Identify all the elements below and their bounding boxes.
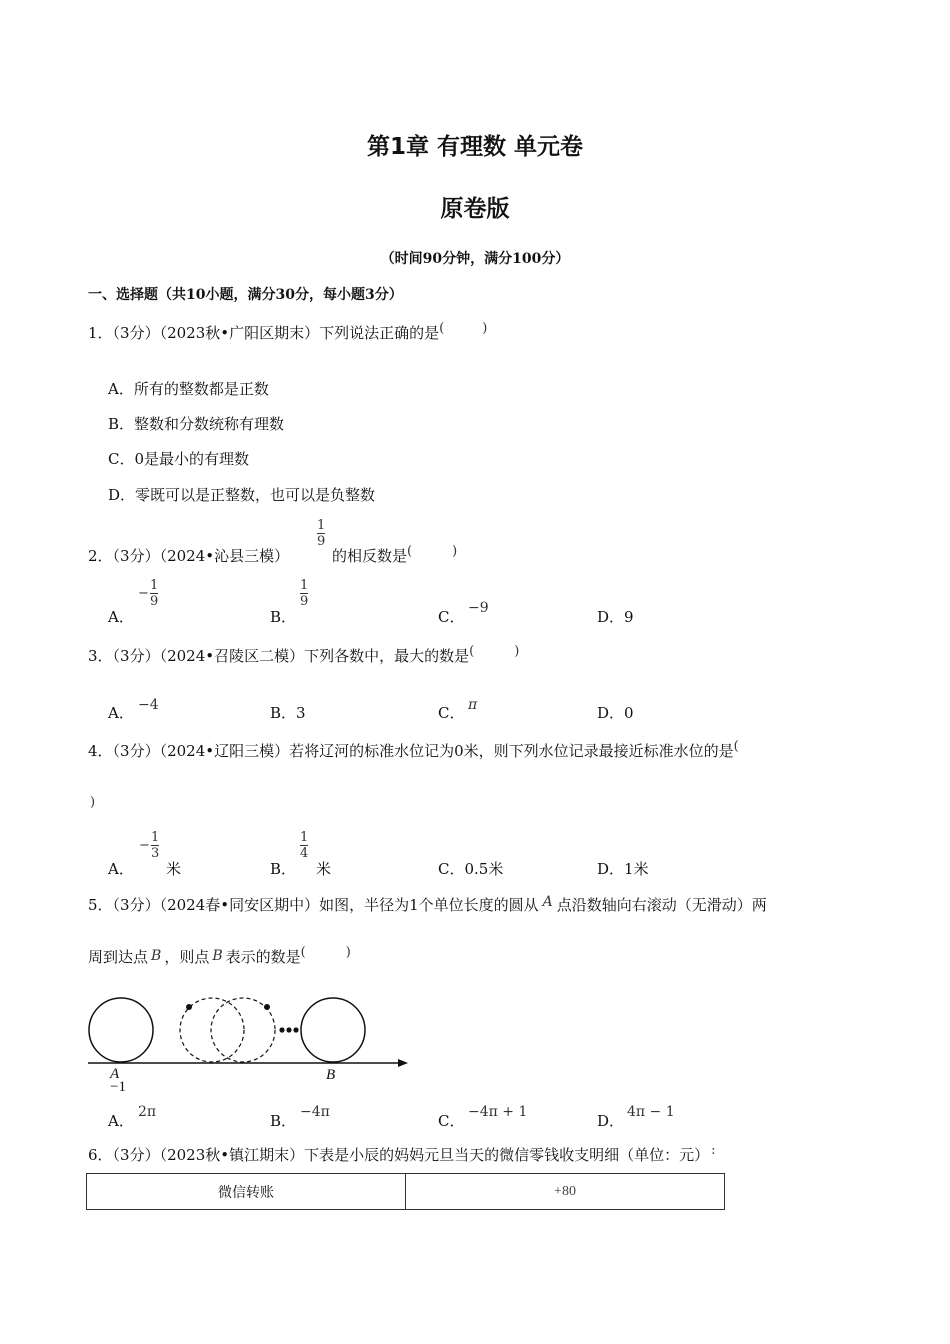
q2-option-c: −9: [468, 600, 489, 616]
q2-label-c: C．: [438, 608, 465, 626]
q4-label-a: A．: [108, 860, 134, 878]
q5-paren-close: ): [345, 945, 351, 960]
axis-arrow-icon: [398, 1059, 408, 1067]
q1-paren-close: ): [482, 321, 488, 336]
q2-opt-b-num: 1: [300, 578, 309, 593]
q5-stem-d: ，则点: [164, 948, 210, 966]
q1-stem: [88, 322, 487, 343]
q1-option-c: C．0是最小的有理数: [108, 450, 250, 468]
table-cell-item: 微信转账: [87, 1174, 406, 1210]
page-subtitle: 原卷版: [440, 196, 510, 222]
figure-label-b: B: [326, 1067, 336, 1083]
ellipsis-dot-1: [279, 1027, 284, 1032]
q4-label-c: [438, 858, 503, 879]
q2-option-a: [138, 578, 159, 609]
q4-label-d: [597, 858, 649, 879]
q4-opt-a-num: 1: [151, 830, 160, 845]
ellipsis-dot-2: [286, 1027, 291, 1032]
q4-label-d-text: D．: [597, 860, 625, 878]
marked-point-2: [264, 1004, 270, 1010]
q2-label-a: A．: [108, 608, 134, 626]
q5-point-b-again: B: [212, 948, 223, 964]
q5-label-b: B．: [270, 1112, 297, 1130]
q2-opt-a-sign: −: [138, 586, 149, 601]
q5-stem-line2: [88, 946, 351, 967]
q4-opt-b-den: 4: [300, 846, 309, 861]
q3-label-d: [597, 702, 634, 723]
q5-stem-b: 点沿数轴向右滚动（无滑动）两: [556, 896, 767, 914]
q5-stem-line1: [88, 894, 767, 915]
q4-opt-a-den: 3: [151, 846, 160, 861]
q5-option-b: −4π: [300, 1104, 330, 1120]
q4-option-a: [139, 830, 160, 861]
q4-opt-b-num: 1: [300, 830, 309, 845]
q6-colon: :: [711, 1143, 716, 1158]
q5-label-a: A．: [108, 1112, 134, 1130]
q2-label-d: [597, 606, 634, 627]
q6-stem-text: 6．（3分）（2023秋•镇江期末）下表是小辰的妈妈元旦当天的微信零钱收支明细（单位：元）: [88, 1146, 710, 1164]
time-note: （时间90分钟，满分100分）: [380, 251, 570, 267]
q5-stem-a: 5．（3分）（2024春•同安区期中）如图，半径为1个单位长度的圆从: [88, 896, 539, 914]
q4-opt-a-sign: −: [139, 838, 150, 853]
start-circle: [89, 998, 153, 1062]
q2-paren-open: (: [407, 544, 413, 559]
q2-label-b: B．: [270, 608, 297, 626]
q5-option-a: 2π: [138, 1104, 157, 1120]
q3-option-c: π: [468, 697, 478, 713]
q4-label-c-text: C．: [438, 860, 465, 878]
q3-option-b: 3: [296, 704, 306, 722]
marked-point-1: [186, 1004, 192, 1010]
q3-option-d: 0: [624, 704, 634, 722]
q4-option-d: 1米: [624, 860, 649, 878]
q2-stem-suffix: [332, 545, 457, 566]
q1-option-d: D．零既可以是正整数，也可以是负整数: [108, 486, 376, 504]
q3-label-d-text: D．: [597, 704, 625, 722]
q1-stem-text: 1．（3分）（2023秋•广阳区期末）下列说法正确的是: [88, 324, 440, 342]
q4-opt-b-unit: 米: [316, 860, 332, 878]
q2-stem-prefix: 2．（3分）（2024•沁县三模）: [88, 547, 290, 565]
q2-paren-close: ): [452, 544, 458, 559]
q3-label-a: A．: [108, 704, 134, 722]
q2-option-b: [300, 578, 308, 609]
q2-opt-b-den: 9: [300, 594, 309, 609]
figure-label-a: A: [110, 1066, 120, 1082]
q3-option-a: −4: [138, 697, 159, 713]
q5-rolling-circle-figure: [80, 990, 420, 1095]
q3-stem-text: 3．（3分）（2024•召陵区二模）下列各数中，最大的数是: [88, 647, 470, 665]
q5-paren-open: (: [300, 945, 306, 960]
q3-paren-open: (: [469, 644, 475, 659]
q2-stem-suffix-text: 的相反数是: [332, 547, 408, 565]
q3-label-b-text: B．: [270, 704, 297, 722]
q5-point-b: B: [151, 948, 162, 964]
q5-label-c: C．: [438, 1112, 465, 1130]
q4-label-b: B．: [270, 860, 297, 878]
q5-stem-e: 表示的数是: [225, 948, 301, 966]
q5-option-c: −4π + 1: [468, 1104, 528, 1120]
q2-frac-den: 9: [317, 534, 326, 549]
q4-option-b: [300, 830, 308, 861]
ellipsis-dot-3: [293, 1027, 298, 1032]
q5-point-a: A: [542, 894, 553, 910]
q2-opt-a-den: 9: [150, 594, 159, 609]
page-title: 第1章 有理数 单元卷: [366, 134, 584, 160]
q5-label-d: D．: [597, 1112, 625, 1130]
q3-paren-close: ): [514, 644, 520, 659]
q1-paren-open: (: [439, 321, 445, 336]
figure-label-minus-one: −1: [110, 1079, 126, 1095]
q3-label-c: C．: [438, 704, 465, 722]
q4-option-c: 0.5米: [464, 860, 504, 878]
q4-opt-a-unit: 米: [166, 860, 182, 878]
end-circle: [301, 998, 365, 1062]
q4-paren-open: (: [733, 739, 739, 754]
section-heading: 一、选择题（共10小题，满分30分，每小题3分）: [88, 287, 403, 303]
table-row: [87, 1174, 725, 1210]
q4-stem: [88, 740, 739, 761]
table-cell-amount: +80: [406, 1174, 725, 1210]
q4-stem-text: 4．（3分）（2024•辽阳三模）若将辽河的标准水位记为0米，则下列水位记录最接近标准水位的是: [88, 742, 734, 760]
q5-stem-c: 周到达点: [88, 948, 149, 966]
q2-label-d-text: D．: [597, 608, 625, 626]
wechat-ledger-table: [86, 1173, 725, 1210]
q5-option-d: 4π − 1: [627, 1104, 675, 1120]
q4-paren-close: ): [90, 795, 96, 810]
q1-option-b: B．整数和分数统称有理数: [108, 415, 285, 433]
q6-stem: [88, 1144, 716, 1165]
q2-frac-num: 1: [317, 518, 326, 533]
q3-stem: [88, 645, 519, 666]
q2-stem-fraction: [317, 518, 325, 549]
q2-option-d: 9: [624, 608, 634, 626]
q3-label-b: [270, 702, 306, 723]
q2-opt-a-num: 1: [150, 578, 159, 593]
q1-option-a: A．所有的整数都是正数: [108, 380, 269, 398]
